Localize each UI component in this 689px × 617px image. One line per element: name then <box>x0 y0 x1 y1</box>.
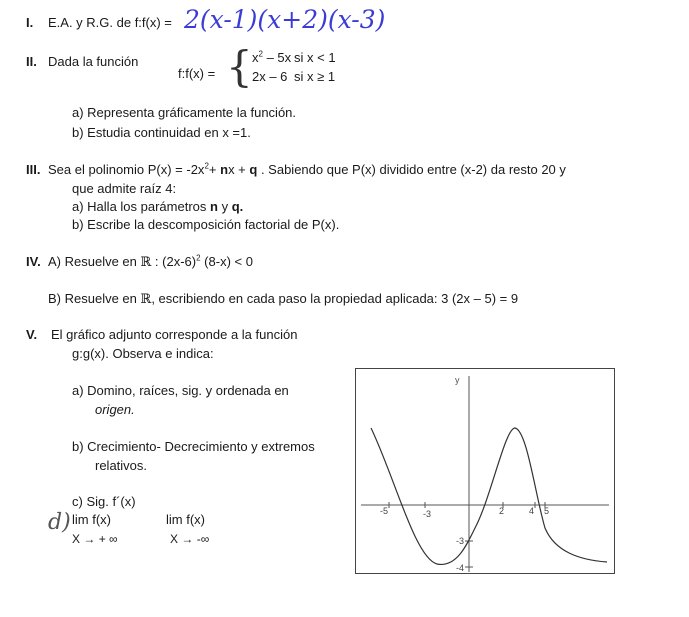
section-1-prompt: E.A. y R.G. de f:f(x) = <box>48 15 172 30</box>
limit-2-subscript: X → -∞ <box>170 532 210 546</box>
section-2-item-b: b) Estudia continuidad en x =1. <box>72 125 251 140</box>
x-tick-label-2: 2 <box>499 506 505 516</box>
section-4-number: IV. <box>26 254 41 269</box>
graph-frame <box>356 369 615 574</box>
handwritten-answer-1: 2(x-1)(x+2)(x-3) <box>184 5 386 34</box>
y-tick-label-minus3: -3 <box>456 536 465 546</box>
section-5-item-b-cont: relativos. <box>95 458 148 473</box>
y-tick-label-minus4: -4 <box>456 563 465 573</box>
x-tick-label-minus5: -5 <box>380 506 389 516</box>
section-1-number: I. <box>26 15 34 30</box>
section-4-item-b: B) Resuelve en ℝ, escribiendo en cada paso la propiedad aplicada: 3 (2x – 5) = 9 <box>48 291 519 307</box>
section-3-line-1: Sea el polinomio $P(x) = -2x^2+$ nx + q . Sabiendo que P(x) dividido entre (x-2) da resto 20 y <box>48 161 566 177</box>
function-label: f:f(x) = <box>178 66 216 81</box>
y-axis-label: y <box>455 375 460 385</box>
limit-1: lim f(x) <box>72 512 111 527</box>
section-5-item-a: a) Domino, raíces, sig. y ordenada en <box>72 383 289 398</box>
section-3-line-2: que admite raíz 4: <box>72 181 177 196</box>
section-5-item-c: c) Sig. f´(x) <box>72 494 136 509</box>
section-2-intro: Dada la función <box>48 54 139 69</box>
section-5-item-b: b) Crecimiento- Decrecimiento y extremos <box>72 439 315 454</box>
x-tick-label-4: 4 <box>529 506 535 516</box>
section-3-number: III. <box>26 162 41 177</box>
section-5-number: V. <box>26 327 38 342</box>
section-3-item-b: b) Escribe la descomposición factorial de P(x). <box>72 217 340 232</box>
section-2-number: II. <box>26 54 37 69</box>
section-5-line-2: g:g(x). Observa e indica: <box>72 346 214 361</box>
piece-2-condition: si x ≥ 1 <box>294 69 336 84</box>
function-graph <box>355 368 615 574</box>
piece-1-condition: si x < 1 <box>294 50 336 65</box>
x-tick-label-minus3: -3 <box>423 509 432 519</box>
piece-2: 2x – 6 <box>252 69 288 84</box>
section-3-item-a: a) Halla los parámetros n y q. <box>72 199 244 214</box>
section-5-item-a-cont: origen. <box>95 402 135 417</box>
piecewise-brace: { <box>226 42 253 91</box>
limit-2: lim f(x) <box>166 512 205 527</box>
section-4-item-a: A) Resuelve en ℝ : $(2x-6)^2$ (8-x) < 0 <box>48 253 253 270</box>
x-tick-label-5: 5 <box>544 506 550 516</box>
section-5-line-1: El gráfico adjunto corresponde a la función <box>51 327 298 342</box>
section-2-item-a: a) Representa gráficamente la función. <box>72 105 297 120</box>
piece-1: $x^2 - 5x$ <box>252 49 292 65</box>
limit-1-subscript: X → + ∞ <box>72 532 118 546</box>
handwritten-d-mark: d) <box>48 510 71 535</box>
